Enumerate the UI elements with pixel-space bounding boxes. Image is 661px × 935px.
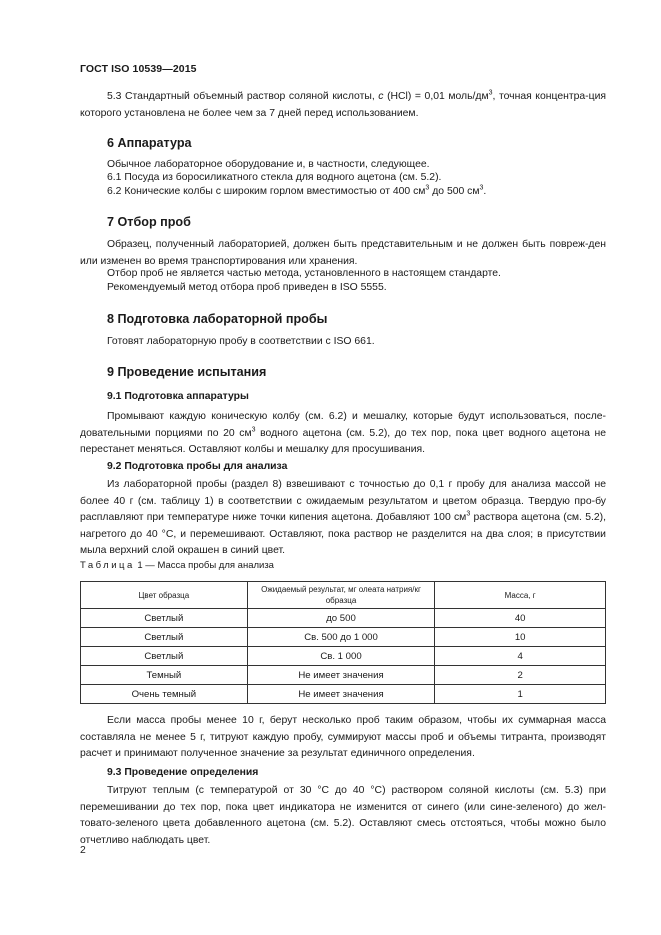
col-header-expected-result: Ожидаемый результат, мг олеата натрия/кг образца	[247, 582, 435, 609]
subsection-9-1-heading: 9.1 Подготовка аппаратуры	[107, 391, 249, 402]
section-9-heading: 9 Проведение испытания	[107, 365, 267, 379]
table-cell: до 500	[247, 609, 435, 628]
table-caption: Таблица 1 — Масса пробы для анализа	[80, 560, 274, 571]
col-header-mass: Масса, г	[435, 582, 606, 609]
table-row	[81, 609, 606, 628]
subsection-9-3-heading: 9.3 Проведение определения	[107, 767, 259, 778]
table-cell: Не имеет значения	[247, 685, 435, 704]
col-header-sample-color: Цвет образца	[81, 582, 248, 609]
sample-mass-table	[80, 581, 606, 704]
table-cell: 1	[435, 685, 606, 704]
paragraph-5-3: 5.3 Стандартный объемный раствор соляной кислоты, с (HCl) = 0,01 моль/$дм^3$, точная концентра-ция которого установлена не более чем за 7 дней перед использованием.	[80, 89, 606, 119]
subsection-9-2-heading: 9.2 Подготовка пробы для анализа	[107, 461, 288, 472]
subsection-9-2-text: Из лабораторной пробы (раздел 8) взвешивают с точностью до 0,1 г пробу для анализа массой не более 40 г (см. таблицу 1) в соответствии с ожидаемым результатом и цветом образца. Твердую про-бу расплавляют при температуре ниже точки кипения ацетона. Добавляют 100 $см^3$ раствора ацетона (см. 5.2), нагретого до 40 °С, и перемешивают. Оставляют, пока раствор не разделится на два слоя; в присутствии мыла верхний слой окрашен в синий цвет.	[80, 479, 607, 556]
table-row	[81, 685, 606, 704]
table-cell: 2	[435, 666, 606, 685]
section-8-heading: 8 Подготовка лабораторной пробы	[107, 312, 328, 326]
section-7-paragraph-3: Рекомендуемый метод отбора проб приведен в ISO 5555.	[107, 282, 387, 293]
table-row	[81, 628, 606, 647]
section-6-intro: Обычное лабораторное оборудование и, в частности, следующее.	[107, 159, 430, 170]
table-cell: 40	[435, 609, 606, 628]
table-row	[81, 666, 606, 685]
table-cell: 10	[435, 628, 606, 647]
table-cell: Не имеет значения	[247, 666, 435, 685]
table-cell: Светлый	[81, 609, 248, 628]
page-number: 2	[80, 845, 86, 856]
table-cell: Темный	[81, 666, 248, 685]
table-cell: Светлый	[81, 647, 248, 666]
paragraph-after-table: Если масса пробы менее 10 г, берут несколько проб таким образом, чтобы их суммарная масса составляла не менее 5 г, титруют каждую пробу, суммируют массы проб и объемы титранта, производят расчет и принимают полученное значение за результат единичного определения.	[80, 715, 606, 759]
section-6-heading: 6 Аппаратура	[107, 136, 192, 150]
section-7-paragraph-1: Образец, полученный лабораторией, должен быть представительным и не должен быть повреж-ден или изменен во время транспортирования или хранения.	[80, 239, 606, 267]
document-header: ГОСТ ISO 10539—2015	[80, 63, 197, 75]
table-cell: Очень темный	[81, 685, 248, 704]
subsection-9-1-text: Промывают каждую коническую колбу (см. 6.2) и мешалку, которые будут использоваться, после-довательными порциями по 20 $см^3$ водного ацетона (см. 5.2), до тех пор, пока цвет водного ацетона не перестанет меняться. Оставляют колбы и мешалку для просушивания.	[80, 411, 606, 455]
table-cell: 4	[435, 647, 606, 666]
section-7-paragraph-2: Отбор проб не является частью метода, установленного в настоящем стандарте.	[107, 268, 501, 279]
table-cell: Св. 1 000	[247, 647, 435, 666]
table-cell: Св. 500 до 1 000	[247, 628, 435, 647]
section-7-heading: 7 Отбор проб	[107, 215, 191, 229]
item-6-2: 6.2 Конические колбы с широким горлом вместимостью от 400 $см^3$ до 500 $см^3$.	[107, 184, 487, 197]
item-6-1: 6.1 Посуда из боросиликатного стекла для водного ацетона (см. 5.2).	[107, 172, 442, 183]
table-row	[81, 647, 606, 666]
subsection-9-3-text: Титруют теплым (с температурой от 30 °С до 40 °С) раствором соляной кислоты (см. 5.3) при перемешивании до тех пор, пока цвет индикатора не изменится от синего (или сине-зеленого) до жел-товато-зеленого цвета добавленного ацетона (см. 5.2). Оставляют смесь отстояться, чтобы можно было отчетливо наблюдать цвет.	[80, 785, 606, 846]
table-header-row	[81, 582, 606, 609]
section-8-paragraph: Готовят лабораторную пробу в соответствии с ISO 661.	[107, 336, 375, 347]
table-cell: Светлый	[81, 628, 248, 647]
